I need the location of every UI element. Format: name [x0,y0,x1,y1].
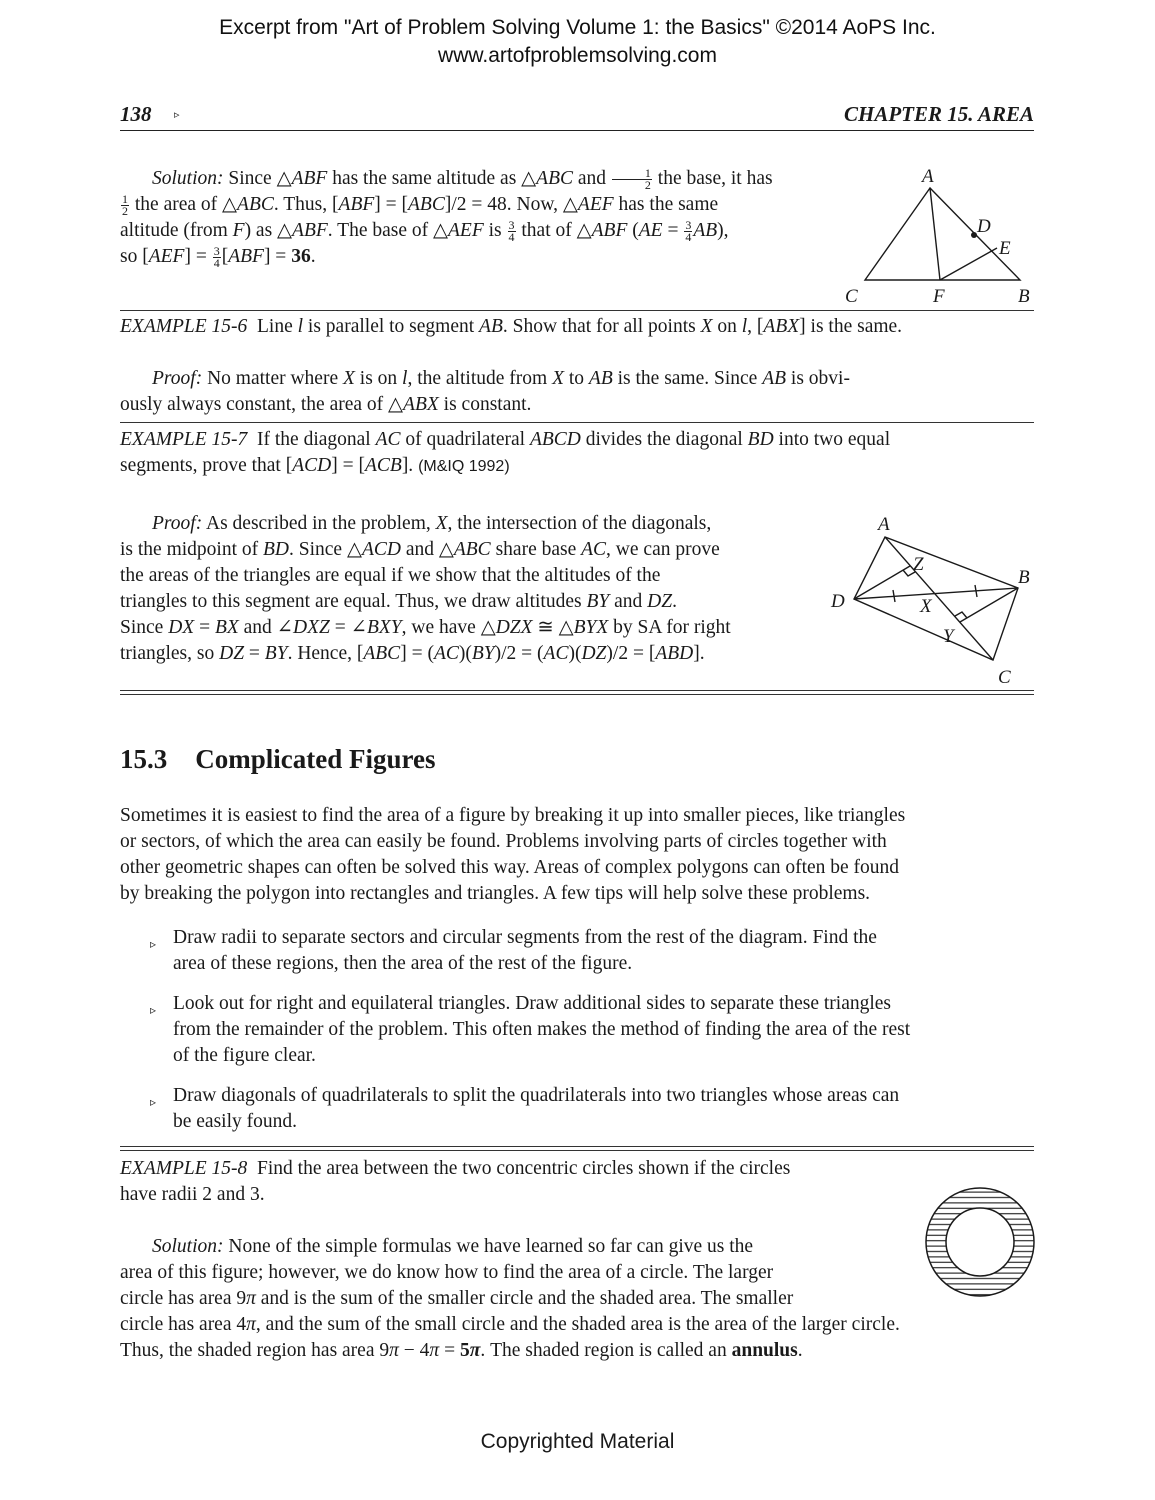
segment-fe [940,248,997,280]
example-15-7: EXAMPLE 15-7 If the diagonal AC of quadrilateral ABCD divides the diagonal BD into two equal segments, prove that [ACD] = [ACB]. (M&IQ 1992) [120,429,891,476]
tip-line: be easily found. [173,1111,298,1132]
intro-line: other geometric shapes can often be solved this way. Areas of complex polygons can often be found [120,857,900,878]
term-annulus: annulus [731,1340,798,1361]
proof-label: Proof: [152,513,203,534]
intro-line: by breaking the polygon into rectangles and triangles. A few tips will help solve these problems. [120,883,871,904]
bullet-triangle-icon: ▹ [150,1003,157,1017]
running-header [120,102,1034,131]
intro-line: or sectors, of which the area can easily be found. Problems involving parts of circles together with [120,831,887,852]
divider [120,310,1034,311]
triangle-abc [865,188,1020,280]
tip-line: Look out for right and equilateral triangles. Draw additional sides to separate these triangles [173,993,892,1014]
tip-line: of the figure clear. [173,1045,316,1066]
double-divider [120,690,1034,695]
proof-15-7: Proof: As described in the problem, X, the intersection of the diagonals, is the midpoint of BD. Since △ACD and △ABC share base AC, we can prove the areas of the triangles are equal if we show that the altitudes of the triangles to this segment are equal. Thus, we draw altitudes BY and DZ. Since DX = BX and ∠DXZ = ∠BXY, we have △DZX ≅ △BYX by SA for right triangles, so DZ = BY. Hence, [ABC] = (AC)(BY)/2 = (AC)(DZ)/2 = [ABD]. [120,513,731,664]
label-b: B [1018,286,1030,307]
annulus-shading [922,1184,1038,1300]
solution-label: Solution: [152,168,224,189]
tip-item [150,925,1034,977]
annulus-figure [922,1184,1038,1300]
excerpt-title: Excerpt from "Art of Problem Solving Volume 1: the Basics" ©2014 AoPS Inc. [219,16,936,39]
page-number: 138 [120,102,152,126]
example-label: EXAMPLE 15-7 [120,429,248,450]
answer-36: 36 [291,246,311,267]
excerpt-url[interactable]: www.artofproblemsolving.com [438,44,717,67]
solution-15-5: Solution: Since △ABF has the same altitude as △ABC and $\frac{1}{2}$ the base, it has $\frac{1}{2}$ the area of △ABC. Thus, [ABF] = [ABC]/2 = 48. Now, △AEF has the same altitude (from F) as △ABF. The base of △AEF is $\frac{3}{4}$ that of △ABF (AE = $\frac{3}{4}$ AB), so [AEF] = $\frac{3}{4}$ [ABF] = 36. [120,166,773,271]
label-b: B [1018,567,1030,588]
altitude-by [960,588,1018,622]
tip-line: area of these regions, then the area of the rest of the figure. [173,953,633,974]
tick-bx [975,585,977,597]
label-a: A [878,514,890,535]
example-15-8 [120,1156,910,1208]
label-d: D [977,216,991,237]
copyright-footer: Copyrighted Material [480,1430,675,1453]
tip-line: Draw radii to separate sectors and circular segments from the rest of the diagram. Find the [173,927,877,948]
label-x: X [920,596,932,617]
label-c: C [845,286,858,307]
quadrilateral-abcd-figure [825,510,1040,690]
chapter-title: CHAPTER 15. AREA [843,102,1034,126]
tip-item [150,991,1034,1069]
section-intro [120,803,1034,907]
problem-line: Find the area between the two concentric circles shown if the circles [257,1158,791,1179]
label-d: D [831,591,845,612]
double-divider [120,1146,1034,1151]
intro-line: Sometimes it is easiest to find the area of a figure by breaking it up into smaller pieces, like triangles [120,805,906,826]
problem-line: have radii 2 and 3. [120,1184,265,1205]
section-heading [120,744,435,775]
solution-label: Solution: [152,1236,224,1257]
tip-line: from the remainder of the problem. This often makes the method of finding the area of the rest [173,1019,911,1040]
bullet-triangle-icon: ▹ [150,1095,157,1109]
example-label: EXAMPLE 15-6 [120,316,248,337]
label-y: Y [943,626,954,647]
section-number: 15.3 [120,744,168,774]
diagonal-ac [885,537,993,660]
triangle-abc-figure [835,160,1040,310]
page-marker-icon: ▹ [174,109,180,121]
divider [120,422,1034,423]
proof-15-6: Proof: No matter where X is on l, the altitude from X to AB is the same. Since AB is obvi- ously always constant, the area of △ABX is constant. [120,368,850,415]
tip-line: Draw diagonals of quadrilaterals to split the quadrilaterals into two triangles whose areas can [173,1085,900,1106]
quadrilateral-abcd [854,537,1018,660]
section-title: Complicated Figures [195,744,436,774]
solution-15-8: Solution: None of the simple formulas we have learned so far can give us the area of this figure; however, we do know how to find the area of a circle. The larger circle has area 9π and is the sum of the smaller circle and the shaded area. The smaller circle has area 4π, and the sum of the small circle and the shaded area is the area of the larger circle. Thus, the shaded region has area 9π − 4π = 5π. The shaded region is called an annulus. [120,1236,900,1361]
diagonal-bd [854,588,1018,599]
label-f: F [933,286,945,307]
example-15-6: EXAMPLE 15-6 Line l is parallel to segment AB. Show that for all points X on l, [ABX] is the same. [120,316,903,337]
label-e: E [999,238,1011,259]
label-z: Z [913,554,924,575]
label-c: C [998,667,1011,688]
segment-af [930,188,940,280]
source-citation: (M&IQ 1992) [418,458,510,475]
label-a: A [922,166,934,187]
tip-item [150,1083,1034,1135]
tick-dx [893,590,895,602]
example-label: EXAMPLE 15-8 [120,1158,248,1179]
bullet-triangle-icon: ▹ [150,937,157,951]
right-angle-y [955,612,967,618]
proof-label: Proof: [152,368,203,389]
